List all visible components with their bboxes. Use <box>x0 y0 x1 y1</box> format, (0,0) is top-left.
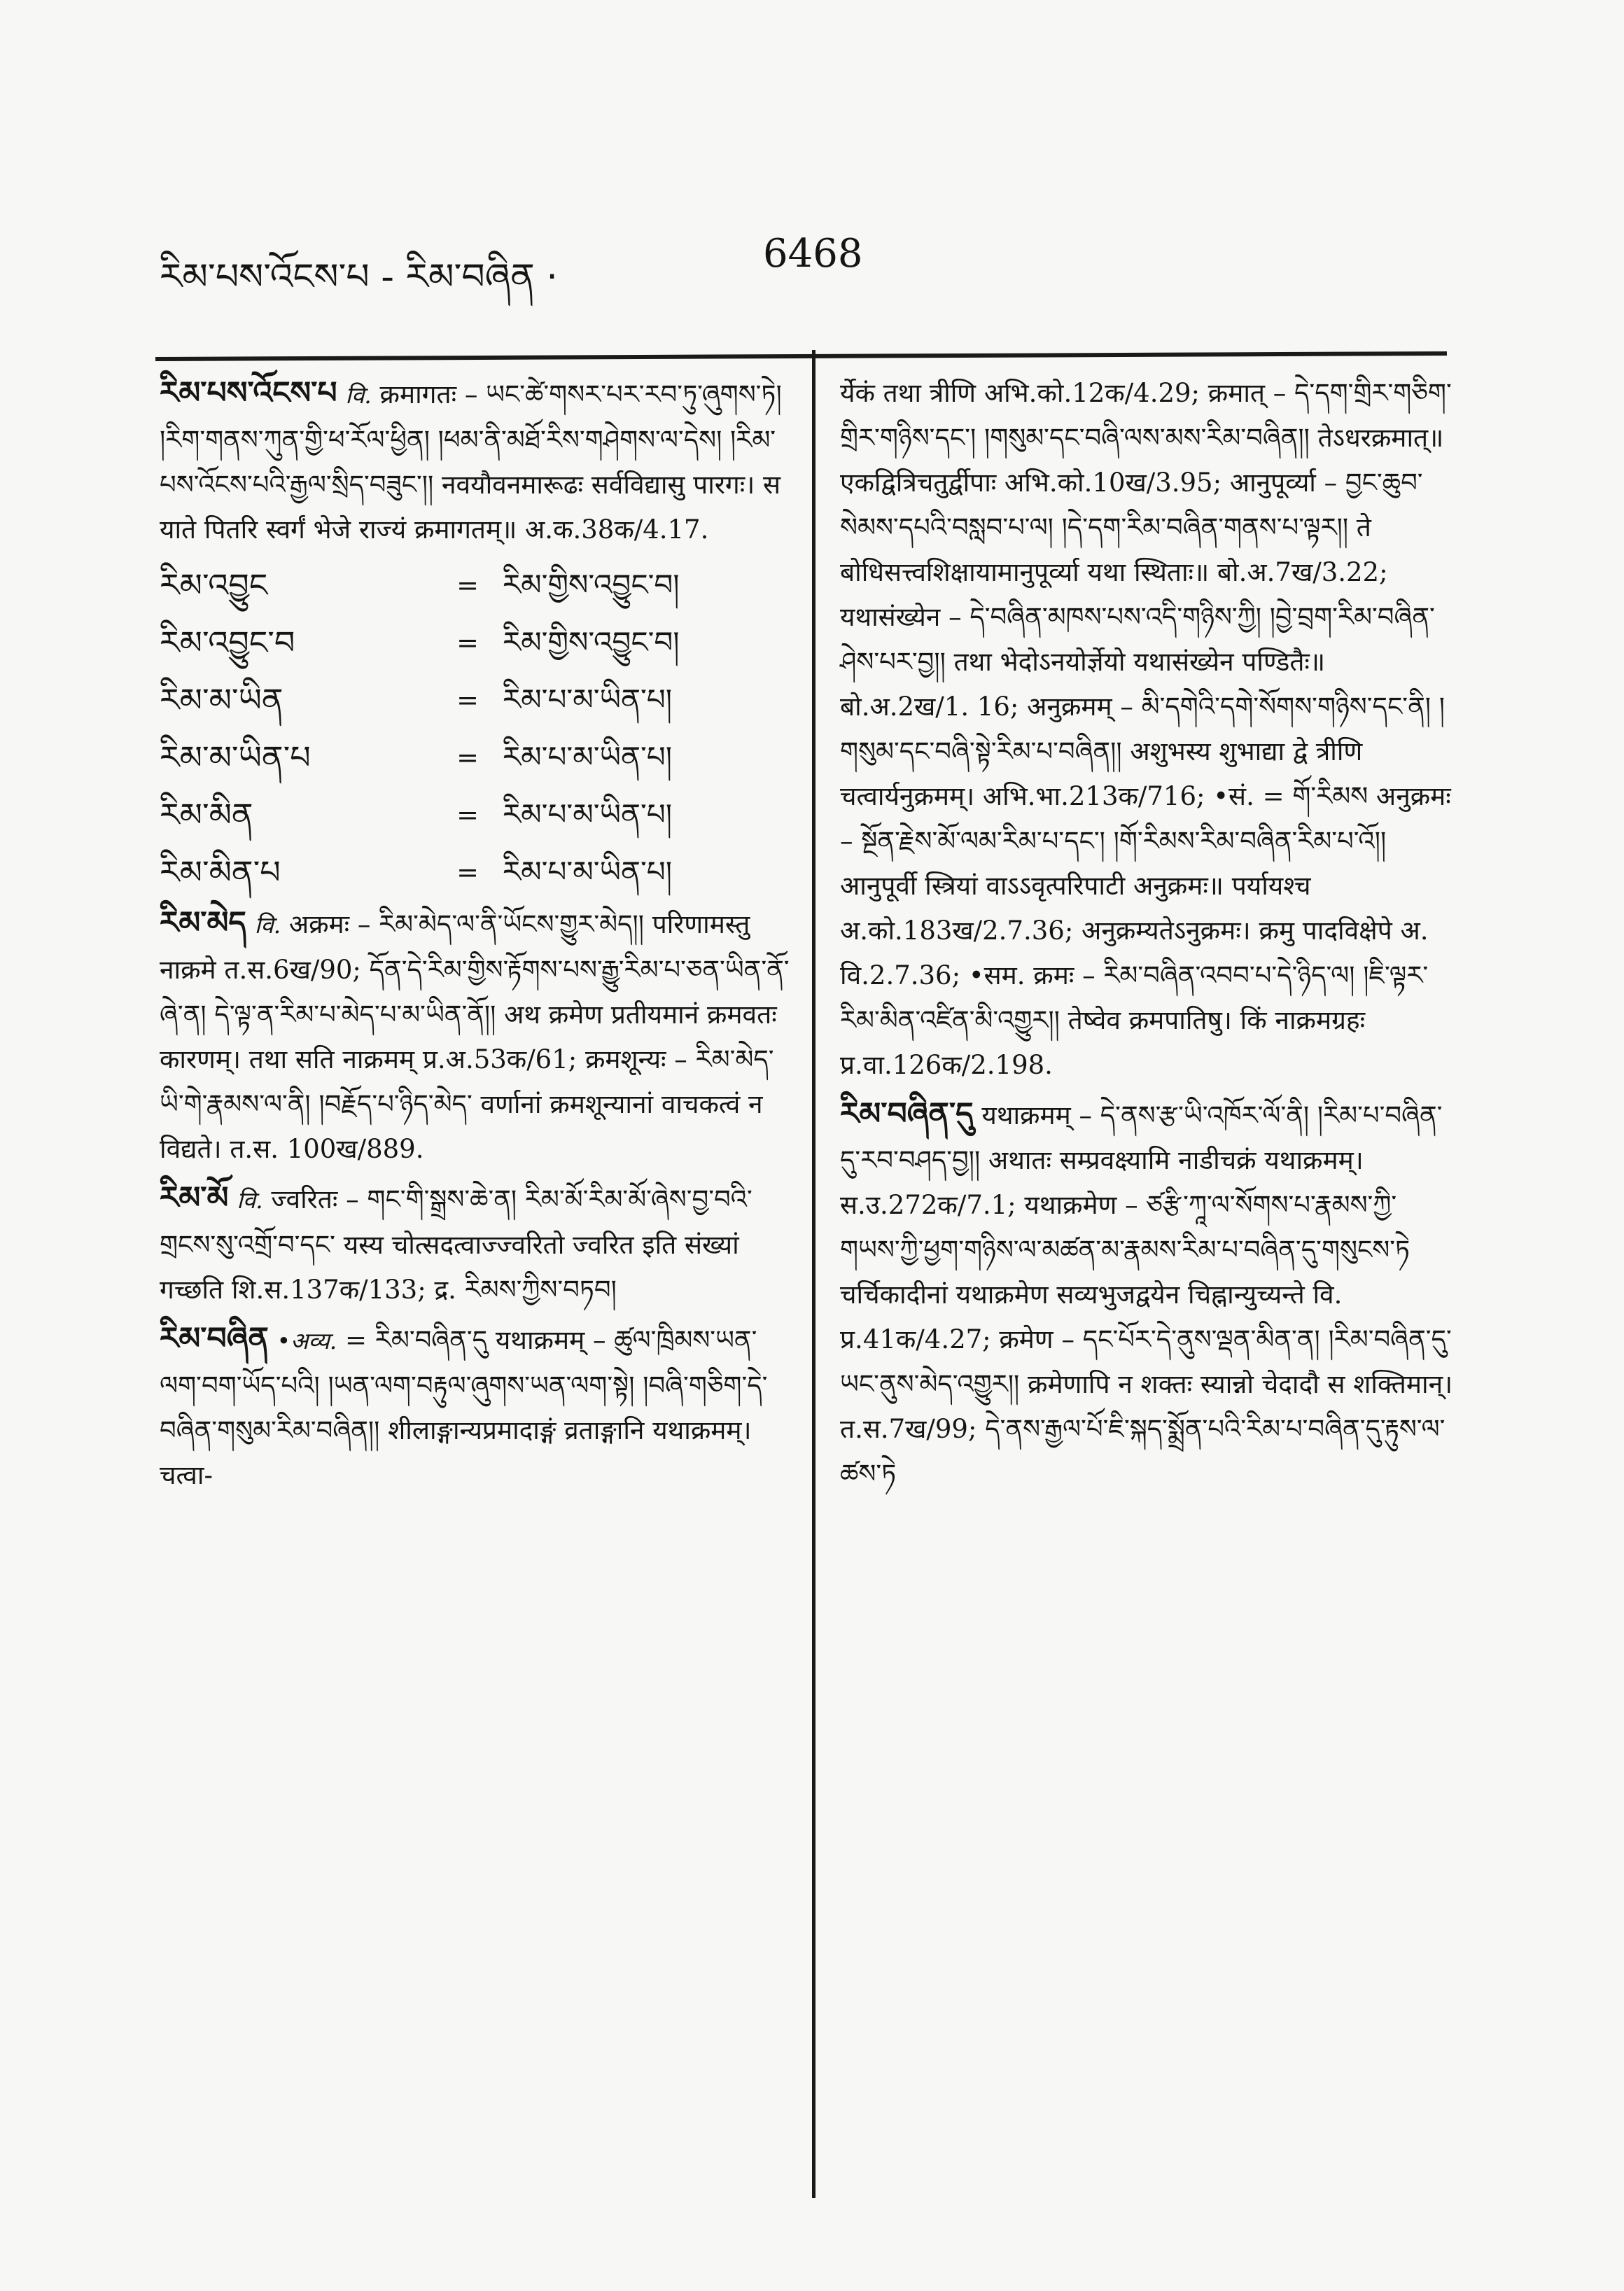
xref-row <box>160 556 793 614</box>
header-rule <box>155 351 1447 361</box>
cross-reference-table <box>160 556 793 901</box>
entry-text: यथाक्रमम् – དེ་ནས་རྩ་ཡི་འཁོར་ལོ་ནི། །རིམ་པ་བཞིན་དུ་རབ་བཤད་བྱ།། अथातः सम्प्रवक्ष्यामि नाडीचक्रं यथाक्रमम्। स.उ.272क/7.1; यथाक्रमेण – ཙརྩི་ཀཱ་ལ་སོགས་པ་རྣམས་ཀྱི་གཡས་ཀྱི་ཕྱག་གཉིས་ལ་མཚན་མ་རྣམས་རིམ་པ་བཞིན་དུ་གསུངས་ཏེ चर्चिकादीनां यथाक्रमेण सव्यभुजद्वयेन चिह्नान्युच्यन्ते वि. प्र.41क/4.27; क्रमेण – དང་པོར་དེ་ནུས་ལྡན་མིན་ན། །རིམ་བཞིན་དུ་ཡང་ནུས་མེད་འགྱུར།། क्रमेणापि न शक्तः स्यान्नो चेदादौ स शक्तिमान्। त.स.7ख/99; དེ་ནས་རྒྱལ་པོ་ཇི་སྐད་སྨྲོན་པའི་རིམ་པ་བཞིན་དུ་རྟུས་ལ་ཚས་ཏེ <box>840 1100 1453 1489</box>
xref-val: རིམ་གྱིས་འབྱུང་བ། <box>503 568 680 602</box>
grammar-tag: वि. <box>345 381 372 409</box>
xref-val: རིམ་གྱིས་འབྱུང་བ། <box>503 625 680 659</box>
xref-row <box>160 843 793 901</box>
entry-rim-bzhin <box>160 1317 793 1498</box>
page-number: 6468 <box>763 231 863 276</box>
grammar-tag: वि. <box>254 911 281 939</box>
entry-rim-med <box>160 901 793 1172</box>
left-column <box>160 371 793 1502</box>
entry-rim-mo <box>160 1176 793 1312</box>
headword: རིམ་མེད <box>160 905 246 941</box>
xref-head: རིམ་མིན་པ <box>160 853 281 891</box>
grammar-tag: •अव्य. <box>276 1327 337 1354</box>
xref-eq: = <box>456 627 479 658</box>
xref-eq: = <box>456 799 479 830</box>
xref-eq: = <box>456 742 479 773</box>
xref-eq: = <box>456 685 479 715</box>
entry-text: अक्रमः – རིམ་མེད་ལ་ནི་ཡོངས་གྱུར་མེད།། परिणामस्तु नाक्रमे त.स.6ख/90; དོན་དེ་རིམ་གྱིས་རྟོགས་པས་རྒྱུ་རིམ་པ་ཅན་ཡིན་ནོ་ཞེ་ན། དེ་ལྟ་ན་རིམ་པ་མེད་པ་མ་ཡིན་ནོ།། अथ क्रमेण प्रतीयमानं क्रमवतः कारणम्। तथा सति नाक्रमम् प्र.अ.53क/61; क्रमशून्यः – རིམ་མེད་ཡི་གེ་རྣམས་ལ་ནི། །བརྗོད་པ་ཉིད་མེད་ वर्णानां क्रमशून्यानां वाचकत्वं न विद्यते। त.स. 100ख/889. <box>160 909 790 1164</box>
xref-val: རིམ་པ་མ་ཡིན་པ། <box>503 797 673 832</box>
entry-text: ज्वरितः – གང་གི་སྒྲས་ཆེ་ན། རིམ་མོ་རིམ་མོ་ཞེས་བྱ་བའི་གྲངས་སུ་འགྲོ་བ་དང་ यस्य चोत्सदत्वाज्ज्वरितो ज्वरित इति संख्यां गच्छति शि.स.137क/133; द्र. རིམས་ཀྱིས་བཏབ། <box>160 1184 752 1305</box>
xref-head: རིམ་མ་ཡིན་པ <box>160 738 311 776</box>
xref-val: རིམ་པ་མ་ཡིན་པ། <box>503 682 673 717</box>
entry-continuation: र्येकं तथा त्रीणि अभि.को.12क/4.29; क्रमात् – དེ་དག་གྲིར་གཅིག་གྲིར་གཉིས་དང་། །གསུམ་དང་བཞི་ལས་མས་རིམ་བཞིན།། तेऽधरक्रमात्॥ एकद्वित्रिचतुर्द्वीपाः अभि.को.10ख/3.95; आनुपूर्व्या – བྱང་ཆུབ་སེམས་དཔའི་བསླབ་པ་ལ། །དེ་དག་རིམ་བཞིན་གནས་པ་ལྟར།། ते बोधिसत्त्वशिक्षायामानुपूर्व्या यथा स्थिताः॥ बो.अ.7ख/3.22; यथासंख्येन – དེ་བཞིན་མཁས་པས་འདི་གཉིས་ཀྱི། །བྱེ་བྲག་རིམ་བཞིན་ཤེས་པར་བྱ།། तथा भेदोऽनयोर्ज्ञेयो यथासंख्येन पण्डितैः॥ बो.अ.2ख/1. 16; अनुक्रमम् – མི་དགེའི་དགེ་སོགས་གཉིས་དང་ནི། །གསུམ་དང་བཞི་སྟེ་རིམ་པ་བཞིན།། अशुभस्य शुभाद्या द्वे त्रीणि चत्वार्यनुक्रमम्। अभि.भा.213क/716; •सं. = གོ་རིམས अनुक्रमः – སྔོན་རྗེས་མོ་ལམ་རིམ་པ་དང་། །གོ་རིམས་རིམ་བཞིན་རིམ་པ་འོ།། आनुपूर्वी स्त्रियां वाऽऽवृत्परिपाटी अनुक्रमः॥ पर्यायश्च अ.को.183ख/2.7.36; अनुक्रम्यतेऽनुक्रमः। क्रमु पादविक्षेपे अ. वि.2.7.36; •सम. क्रमः – རིམ་བཞིན་འབབ་པ་དེ་ཉིད་ལ། །ཇི་ལྟར་རིམ་མིན་འཛིན་མི་འགྱུར།། तेष्वेव क्रमपातिषु। किं नाक्रमग्रहः प्र.वा.126क/2.198. <box>840 378 1452 1080</box>
xref-row <box>160 786 793 843</box>
xref-head: རིམ་མ་ཡིན <box>160 681 284 719</box>
entry-text: क्रमागतः – ཡང་ཚེ་གསར་པར་རབ་ཏུ་ཞུགས་ཏེ། །རིག་གནས་ཀུན་གྱི་ཕ་རོལ་ཕྱིན། །ཕམ་ནི་མཐོ་རིས་གཤེགས་ལ་དེས། །རིམ་པས་འོངས་པའི་རྒྱལ་སྲིད་བཟུང་།། नवयौवनमारूढः सर्वविद्यासु पारगः। स याते पितरि स्वर्गं भेजे राज्यं क्रमागतम्॥ अ.क.38क/4.17. <box>160 379 782 545</box>
xref-eq: = <box>456 857 479 888</box>
xref-head: རིམ་འབྱུང་བ <box>160 624 295 661</box>
headword: རིམ་བཞིན་དུ <box>840 1096 974 1132</box>
headword: རིམ་མོ <box>160 1180 229 1216</box>
xref-head: རིམ་མིན <box>160 796 253 834</box>
grammar-tag: वि. <box>237 1186 263 1214</box>
xref-row <box>160 671 793 729</box>
entry-rimpas-ongspa <box>160 371 793 552</box>
entry-rim-bzhin-du <box>840 1092 1456 1497</box>
xref-val: རིམ་པ་མ་ཡིན་པ། <box>503 855 673 889</box>
xref-head: རིམ་འབྱུང <box>160 566 268 604</box>
xref-row <box>160 729 793 786</box>
entry-text: = རིམ་བཞིན་དུ यथाक्रमम् – ཚུལ་ཁྲིམས་ཡན་ལག་བག་ཡོད་པའི། །ཡན་ལག་བརྟུལ་ཞུགས་ཡན་ལག་སྟེ། །བཞི་གཅིག་དེ་བཞིན་གསུམ་རིམ་བཞིན།། शीलाङ्गान्यप्रमादाङ्गं व्रताङ्गानि यथाक्रमम्। चत्वा- <box>160 1325 768 1490</box>
xref-val: རིམ་པ་མ་ཡིན་པ། <box>503 740 673 774</box>
headword: རིམ་བཞིན <box>160 1321 269 1357</box>
right-column <box>840 371 1456 1501</box>
headword: རིམ་པས་འོངས་པ <box>160 375 337 411</box>
xref-eq: = <box>456 570 479 601</box>
column-divider <box>812 350 816 2198</box>
xref-row <box>160 614 793 671</box>
running-header: རིམ་པས་འོངས་པ - རིམ་བཞིན · <box>160 256 558 298</box>
